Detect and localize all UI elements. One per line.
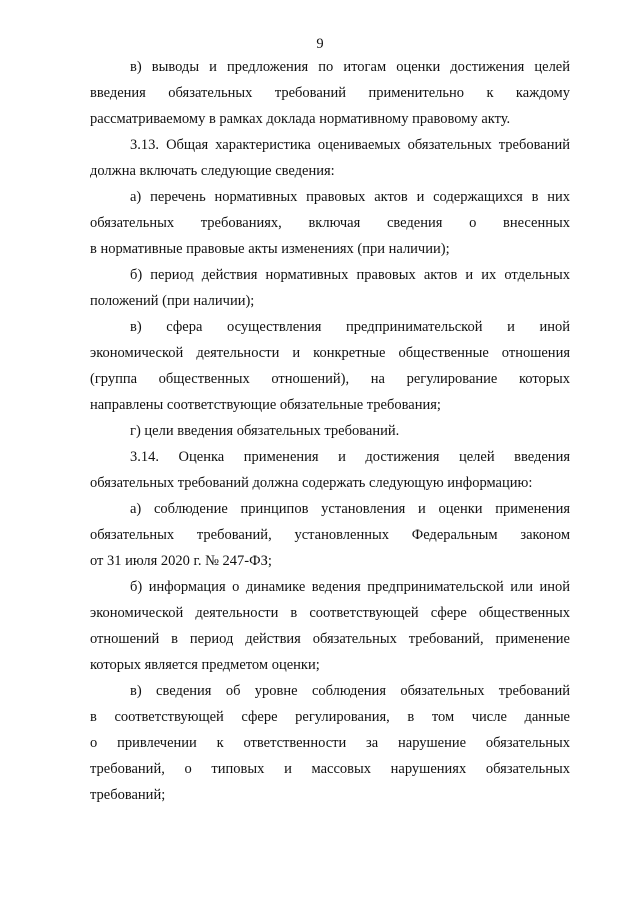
text-line: (группа общественных отношений), на регулирование которых	[90, 371, 570, 387]
text-line: 3.14. Оценка применения и достижения целей введения	[130, 449, 570, 465]
text-line: в соответствующей сфере регулирования, в том числе данные	[90, 709, 570, 725]
paragraph	[90, 184, 570, 262]
text-line: в) сфера осуществления предпринимательской и иной	[130, 319, 570, 335]
paragraph	[90, 678, 570, 808]
text-line: рассматриваемому в рамках доклада нормативному правовому акту.	[90, 111, 511, 127]
text-line: а) соблюдение принципов установления и оценки применения	[130, 501, 570, 517]
paragraph	[90, 496, 570, 574]
text-line: требований, о типовых и массовых нарушениях обязательных	[90, 761, 570, 777]
text-line: от 31 июля 2020 г. № 247-ФЗ;	[90, 553, 272, 569]
paragraph	[90, 418, 570, 444]
paragraph	[90, 132, 570, 184]
text-line: б) период действия нормативных правовых актов и их отдельных	[130, 267, 570, 283]
text-line: требований;	[90, 787, 166, 803]
text-line: которых является предметом оценки;	[90, 657, 320, 673]
text-line: экономической деятельности и конкретные общественные отношения	[90, 345, 570, 361]
text-line: введения обязательных требований применительно к каждому	[90, 85, 570, 101]
text-line: отношений в период действия обязательных требований, применение	[90, 631, 570, 647]
text-line: должна включать следующие сведения:	[90, 163, 335, 179]
text-line: б) информация о динамике ведения предпринимательской или иной	[130, 579, 570, 595]
paragraph	[90, 314, 570, 418]
text-line: направлены соответствующие обязательные требования;	[90, 397, 441, 413]
text-line: в) выводы и предложения по итогам оценки достижения целей	[130, 59, 570, 75]
paragraph	[90, 54, 570, 132]
text-line: г) цели введения обязательных требований.	[130, 423, 400, 439]
text-line: обязательных требований должна содержать следующую информацию:	[90, 475, 533, 491]
text-line: обязательных требованиях, включая сведения о внесенных	[90, 215, 570, 231]
text-line: экономической деятельности в соответствующей сфере общественных	[90, 605, 570, 621]
text-line: положений (при наличии);	[90, 293, 255, 309]
text-line: в) сведения об уровне соблюдения обязательных требований	[130, 683, 570, 699]
paragraph	[90, 444, 570, 496]
paragraph	[90, 574, 570, 678]
paragraph	[90, 262, 570, 314]
text-line: в нормативные правовые акты изменениях (при наличии);	[90, 241, 450, 257]
text-line: обязательных требований, установленных Федеральным законом	[90, 527, 570, 543]
page-number: 9	[316, 36, 324, 52]
text-line: о привлечении к ответственности за нарушение обязательных	[90, 735, 570, 751]
text-line: 3.13. Общая характеристика оцениваемых обязательных требований	[130, 137, 570, 153]
text-line: а) перечень нормативных правовых актов и содержащихся в них	[130, 189, 570, 205]
